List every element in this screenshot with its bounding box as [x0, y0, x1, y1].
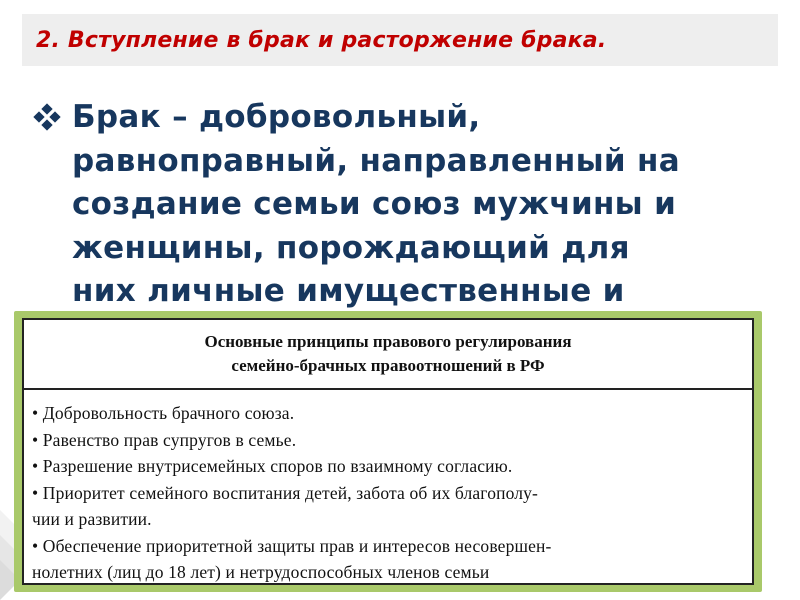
- table-line: • Добровольность брачного союза.: [32, 403, 295, 423]
- bullet-line: женщины, порождающий для: [72, 229, 630, 266]
- table-line: • Равенство прав супругов в семье.: [32, 429, 297, 450]
- table-line: нолетних (лиц до 18 лет) и нетрудоспособных членов семьи: [32, 562, 490, 582]
- table-header: [24, 320, 752, 390]
- bullet-line: создание семьи союз мужчины и: [72, 186, 677, 222]
- table-header-line: семейно-брачных правоотношений в РФ: [231, 356, 545, 375]
- table-line: • Обеспечение приоритетной защиты прав и интересов несовершен-: [32, 535, 552, 556]
- diamond-bullet-icon: [32, 102, 62, 132]
- principles-table: [22, 318, 754, 585]
- table-line: чии и развитии.: [32, 509, 152, 529]
- bullet-line: них личные имущественные и: [72, 273, 625, 309]
- bullet-line: равноправный, направленный на: [72, 142, 680, 179]
- title-bar: [22, 14, 778, 66]
- bullet-block: [32, 96, 772, 310]
- slide-title: 2. Вступление в брак и расторжение брака.: [36, 27, 607, 53]
- bullet-line: Брак – добровольный,: [72, 99, 481, 135]
- table-body: [24, 390, 752, 586]
- bullet-text: [72, 96, 772, 310]
- principles-table-frame: [14, 311, 762, 592]
- table-header-line: Основные принципы правового регулирования: [204, 332, 572, 351]
- table-line: • Разрешение внутрисемейных споров по взаимному согласию.: [32, 456, 513, 476]
- table-line: • Приоритет семейного воспитания детей, забота об их благополу-: [32, 482, 539, 503]
